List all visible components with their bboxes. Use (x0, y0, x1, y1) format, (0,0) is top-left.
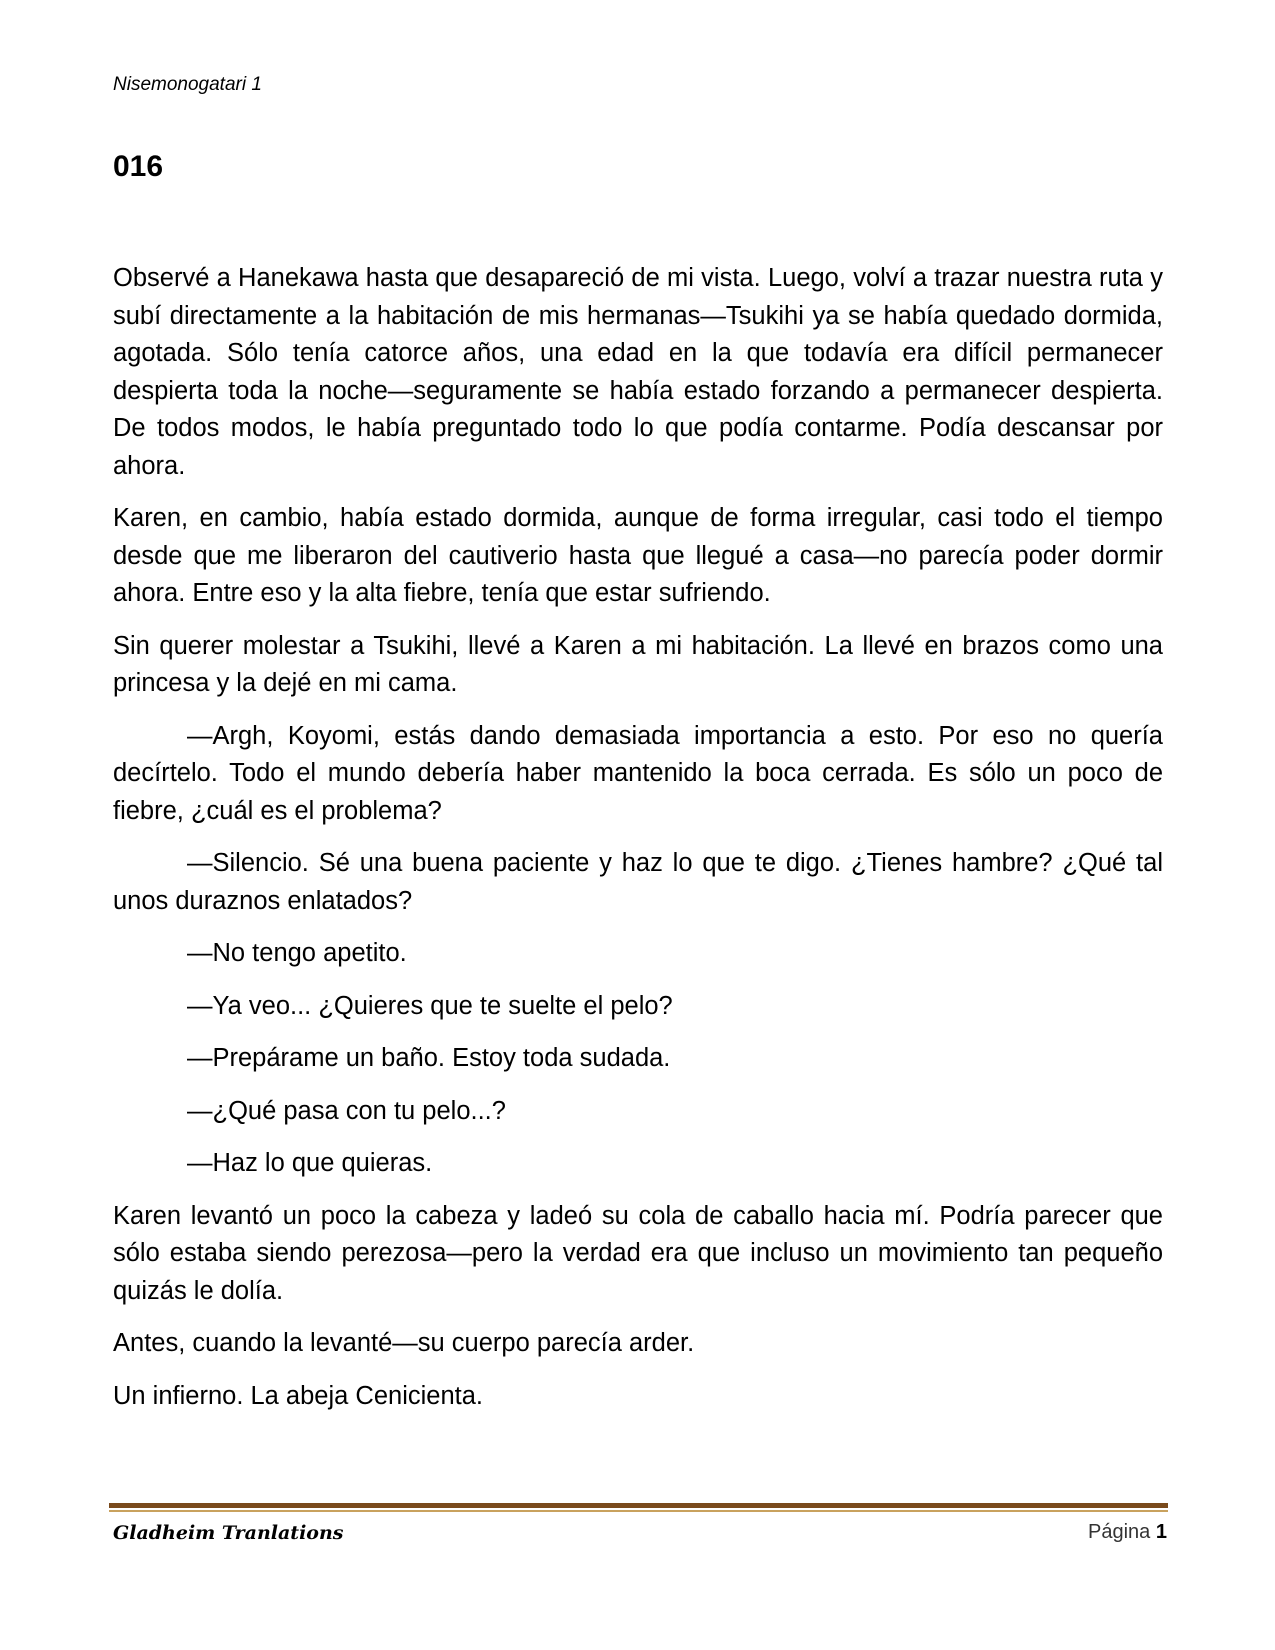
page-label: Página (1088, 1521, 1151, 1543)
footer-rule (109, 1503, 1168, 1508)
footer-publisher: Gladheim Tranlations (113, 1522, 344, 1544)
dialogue-line: —Prepárame un baño. Estoy toda sudada. (187, 1044, 671, 1072)
paragraph: Antes, cuando la levanté—su cuerpo parecía arder. (113, 1329, 695, 1357)
body-text (113, 260, 1163, 1430)
paragraph: Sin querer molestar a Tsukihi, llevé a Karen a mi habitación. La llevé en brazos como una princesa y la dejé en mi cama. (113, 631, 1163, 697)
dialogue-line: —Haz lo que quieras. (187, 1149, 433, 1177)
page-number: 1 (1155, 1521, 1167, 1543)
dialogue-line: —No tengo apetito. (187, 939, 407, 967)
dialogue-line: —Ya veo... ¿Quieres que te suelte el pelo? (187, 991, 673, 1020)
dialogue-line: —Argh, Koyomi, estás dando demasiada importancia a esto. Por eso no quería decírtelo. Todo el mundo debería haber mantenido la boca cerrada. Es sólo un poco de fiebre, ¿cuál es el problema? (113, 721, 1163, 825)
chapter-number: 016 (113, 150, 164, 183)
paragraph: Karen, en cambio, había estado dormida, aunque de forma irregular, casi todo el tiempo desde que me liberaron del cautiverio hasta que llegué a casa—no parecía poder dormir ahora. Entre eso y la alta fiebre, tenía que estar sufriendo. (113, 504, 1163, 607)
dialogue-line: —¿Qué pasa con tu pelo...? (187, 1096, 506, 1125)
paragraph: Observé a Hanekawa hasta que desapareció de mi vista. Luego, volví a trazar nuestra ruta y subí directamente a la habitación de mis hermanas—Tsukihi ya se había quedado dormida, agotada. Sólo tenía catorce años, una edad en la que todavía era difícil permanecer despierta toda la noche—seguramente se había estado forzando a permanecer despierta. De todos modos, le había preguntado todo lo que podía contarme. Podía descansar por ahora. (113, 264, 1163, 480)
paragraph: Karen levantó un poco la cabeza y ladeó su cola de caballo hacia mí. Podría parecer que sólo estaba siendo perezosa—pero la verdad era que incluso un movimiento tan pequeño quizás le dolía. (113, 1201, 1163, 1305)
running-header: Nisemonogatari 1 (113, 74, 262, 95)
footer-rule-accent (109, 1510, 1168, 1512)
footer-page-indicator (1088, 1521, 1167, 1544)
paragraph: Un infierno. La abeja Cenicienta. (113, 1381, 483, 1410)
dialogue-line: —Silencio. Sé una buena paciente y haz lo que te digo. ¿Tienes hambre? ¿Qué tal unos duraznos enlatados? (113, 849, 1163, 915)
